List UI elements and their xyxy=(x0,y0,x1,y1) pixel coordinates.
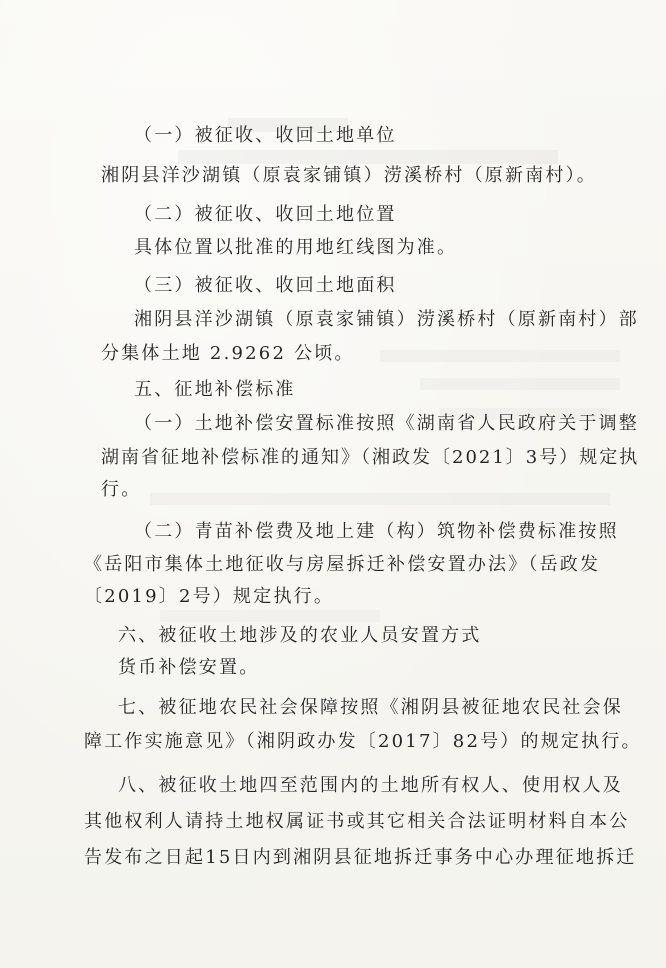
text-line: 其他权利人请持土地权属证书或其它相关合法证明材料自本公 xyxy=(84,811,630,832)
text-line: （一）被征收、收回土地单位 xyxy=(134,125,397,146)
text-line: 行。 xyxy=(101,479,142,500)
text-line: 七、被征地农民社会保障按照《湘阴县被征地农民社会保 xyxy=(118,697,623,718)
text-line: 具体位置以批准的用地红线图为准。 xyxy=(134,237,458,258)
bleed-through-mark xyxy=(178,150,558,164)
bleed-through-mark xyxy=(420,378,620,390)
text-line: （一）土地补偿安置标准按照《湖南省人民政府关于调整 xyxy=(134,413,639,434)
text-line: （二）青苗补偿费及地上建（构）筑物补偿费标准按照 xyxy=(134,521,619,542)
text-line: 湘阴县洋沙湖镇（原袁家铺镇）涝溪桥村（原新南村）。 xyxy=(101,165,597,186)
text-line: 告发布之日起15日内到湘阴县征地拆迁事务中心办理征地拆迁 xyxy=(84,847,637,868)
bleed-through-mark xyxy=(160,610,380,622)
text-line: （三）被征收、收回土地面积 xyxy=(134,275,397,296)
section-heading: 六、被征收土地涉及的农业人员安置方式 xyxy=(118,625,482,646)
text-line: 八、被征收土地四至范围内的土地所有权人、使用权人及 xyxy=(118,775,623,796)
section-heading: 五、征地补偿标准 xyxy=(134,379,296,400)
text-line: 湘阴县洋沙湖镇（原袁家铺镇）涝溪桥村（原新南村）部 xyxy=(134,309,639,330)
text-line: 分集体土地 2.9262 公顷。 xyxy=(101,343,355,364)
text-line: 《岳阳市集体土地征收与房屋拆迁补偿安置办法》（岳政发 xyxy=(84,554,601,575)
text-line: 障工作实施意见》（湘阴政办发〔2017〕82号）的规定执行。 xyxy=(84,731,642,752)
bleed-through-mark xyxy=(150,493,610,505)
text-line: 〔2019〕2号）规定执行。 xyxy=(84,586,335,607)
text-line: （二）被征收、收回土地位置 xyxy=(134,204,397,225)
text-line: 货币补偿安置。 xyxy=(118,657,260,678)
bleed-through-mark xyxy=(380,350,620,362)
text-line: 湖南省征地补偿标准的通知》（湘政发〔2021〕3号）规定执 xyxy=(101,447,640,468)
